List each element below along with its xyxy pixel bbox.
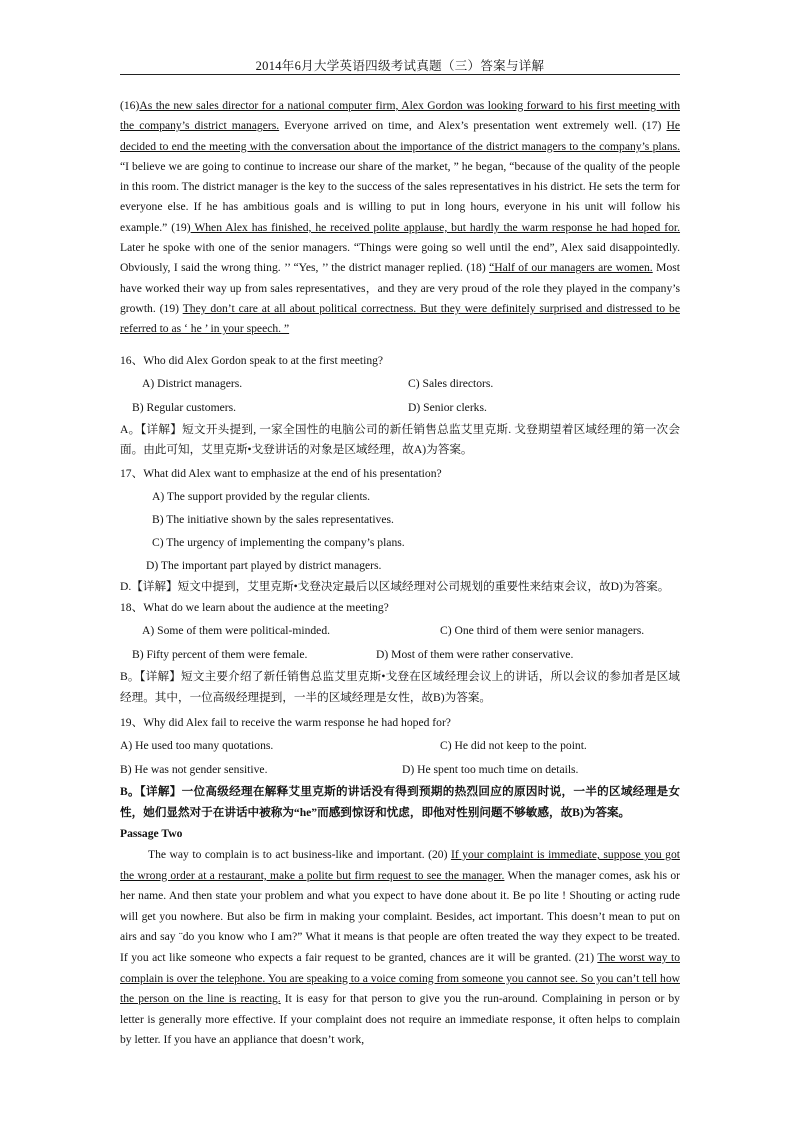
options-row	[120, 372, 680, 396]
sentence-number-19: (19)	[171, 220, 191, 234]
page-header: 2014年6月大学英语四级考试真题（三）答案与详解	[255, 59, 545, 73]
options-row	[120, 734, 680, 758]
passage-two-text	[120, 845, 680, 1051]
option-d: D) The important part played by district managers.	[146, 558, 382, 572]
option-a: A) Some of them were political-minded.	[142, 624, 331, 638]
sentence-number-19b: (19)	[159, 301, 183, 315]
option-c: C) He did not keep to the point.	[440, 739, 587, 753]
option-d: D) Senior clerks.	[408, 400, 487, 414]
question-17: 17、What did Alex want to emphasize at the end of his presentation?	[120, 466, 442, 480]
passage-text: When the manager comes, ask his or her name. And then state your problem and what you expect to have done about it. Be po lite ! Shouting or acting rude will get you nowhere. But also be firm in making your complaint. Besides, act important. This doesn’t mean to put on airs and say ¨do you know who I am?” What it means is that people are often treated the way they expect to be treated. If you act like someone who expects a fair request to be granted, chances are it will be granted. (21)	[120, 868, 680, 965]
option-d: D) He spent too much time on details.	[402, 763, 579, 777]
passage-text: “I believe we are going to continue to increase our share of the market, ” he began, “because of the quality of the people in this room. The district manager is the key to the success of the sales representatives in his district. He sets the term for everyone else. If he has ambitious goals and is willing to put in long hours, everyone in his unit will follow his example.”	[120, 159, 680, 234]
option-d: D) Most of them were rather conservative.	[376, 648, 574, 662]
key-sentence-21: The worst way to complain is over the telephone. You are speaking to a voice coming from someone you cannot see. So you can’t tell how the person on the line is reacting.	[120, 951, 680, 1006]
key-sentence-16: As the new sales director for a national computer firm, Alex Gordon was looking forward to his first meeting with the company’s district managers.	[120, 99, 680, 133]
passage-two-title: Passage Two	[120, 827, 183, 841]
option-a: A) The support provided by the regular clients.	[152, 489, 371, 503]
key-sentence-19a: When Alex has finished, he received polite applause, but hardly the warm response he had hoped for.	[190, 220, 681, 234]
option-b: B) He was not gender sensitive.	[120, 763, 268, 777]
answer-explanation-17: D.【详解】短文中提到，艾里克斯•戈登决定最后以区域经理对公司规划的重要性来结束会议，故D)为答案。	[120, 579, 670, 593]
sentence-number-17: (17)	[642, 119, 662, 133]
options-row	[120, 758, 680, 782]
page-content	[120, 96, 680, 1051]
option-a: A) He used too many quotations.	[120, 739, 274, 753]
answer-explanation-18: B。【详解】短文主要介绍了新任销售总监艾里克斯•戈登在区域经理会议上的讲话，所以会议的参加者是区域经理。其中，一位高级经理提到，一半的区域经理是女性，故B)为答案。	[120, 670, 680, 704]
option-b: B) Regular customers.	[132, 400, 236, 414]
key-sentence-19b: They don’t care at all about political correctness. But they were definitely surprised and distressed to be referred to as ‘ he ’ in your speech. ”	[120, 301, 680, 336]
options-row	[120, 396, 680, 420]
passage-text: Most have worked their way up from sales representatives，and they are very proud of the role they played in the company’s growth.	[120, 261, 680, 315]
option-b: B) Fifty percent of them were female.	[132, 648, 308, 662]
passage-text: It is easy for that person to give you the run-around. Complaining in person or by letter is generally more effective. If your complaint does not require an immediate response, it often helps to complain by letter. If you have an appliance that doesn’t work,	[120, 992, 680, 1047]
passage-text: Later he spoke with one of the senior managers. “Things were going so well until the end”, Alex said disappointedly. Obviously, I said the wrong thing. ’’ “Yes, ’’ the district manager replied.	[120, 241, 680, 275]
option-c: C) One third of them were senior managers.	[440, 624, 645, 638]
options-row	[120, 643, 680, 667]
sentence-number-16: (16)	[120, 99, 140, 112]
option-c: C) Sales directors.	[408, 376, 494, 390]
key-sentence-18: “Half of our managers are women.	[489, 261, 653, 275]
passage-text: The way to complain is to act business-like and important. (20)	[148, 848, 451, 862]
question-18: 18、What do we learn about the audience at the meeting?	[120, 601, 389, 615]
key-sentence-17: He decided to end the meeting with the conversation about the importance of the district managers to the company’s plans.	[120, 119, 680, 153]
option-a: A) District managers.	[142, 376, 243, 390]
options-row	[120, 619, 680, 643]
header-divider	[120, 74, 680, 75]
answer-explanation-16: A。【详解】短文开头提到, 一家全国性的电脑公司的新任销售总监艾里克斯. 戈登期望着区域经理的第一次会面。由此可知，艾里克斯•戈登讲话的对象是区域经理，故A)为答案。	[120, 422, 680, 457]
option-b: B) The initiative shown by the sales representatives.	[152, 512, 394, 526]
passage-one-text	[120, 96, 680, 340]
sentence-number-18: (18)	[466, 261, 490, 275]
key-sentence-20: If your complaint is immediate, suppose you got the wrong order at a restaurant, make a polite but firm request to see the manager.	[120, 848, 680, 882]
question-19: 19、Why did Alex fail to receive the warm response he had hoped for?	[120, 716, 451, 730]
option-c: C) The urgency of implementing the company’s plans.	[152, 535, 405, 549]
answer-explanation-19: B。【详解】一位高级经理在解释艾里克斯的讲话没有得到预期的热烈回应的原因时说，一半的区域经理是女性，她们显然对于在讲话中被称为“he”而感到惊讶和忧虑，即他对性别问题不够敏感，故B)为答案。	[120, 785, 680, 819]
question-16: 16、Who did Alex Gordon speak to at the first meeting?	[120, 353, 384, 367]
passage-text: Everyone arrived on time, and Alex’s presentation went extremely well.	[279, 119, 637, 133]
